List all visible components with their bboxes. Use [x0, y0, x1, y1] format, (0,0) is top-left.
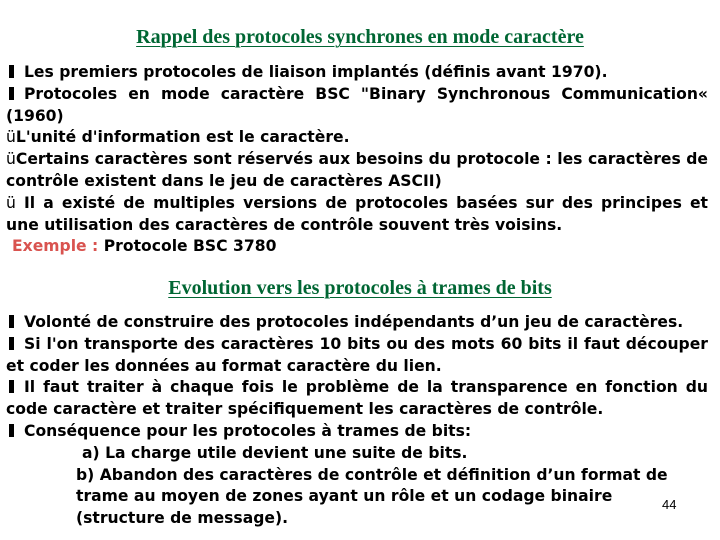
checkmark-icon: ü — [6, 193, 16, 212]
square-bullet-icon — [9, 424, 14, 437]
list-item: Volonté de construire des protocoles indépendants d’un jeu de caractères. — [6, 312, 708, 334]
section-title-synchronous: Rappel des protocoles synchrones en mode caractère — [136, 26, 584, 48]
sub-item-b-line2: trame au moyen de zones ayant un rôle et un codage binaire — [76, 487, 613, 506]
list-item: Protocoles en mode caractère BSC "Binary Synchronous Communication« (1960) — [6, 84, 708, 125]
list-item: Conséquence pour les protocoles à trames de bits: — [6, 421, 708, 443]
list-item: Il faut traiter à chaque fois le problème de la transparence en fonction du code caractère et traiter spécifiquement les caractères de contrôle. — [6, 378, 708, 419]
checkmark-icon: ü — [6, 128, 16, 147]
list-item: Si l'on transporte des caractères 10 bits ou des mots 60 bits il faut découper et coder les données au format caractère du lien. — [6, 334, 708, 375]
square-bullet-icon — [9, 315, 14, 328]
section-body-bit-frames — [6, 312, 708, 530]
list-item: Les premiers protocoles de liaison implantés (définis avant 1970). — [6, 62, 708, 84]
check-item: ü Il a existé de multiples versions de protocoles basées sur des principes et une utilisation des caractères de contrôle souvent très voisins. — [6, 193, 708, 234]
page-number: 44 — [662, 497, 677, 512]
check-item: üL'unité d'information est le caractère. — [6, 127, 708, 149]
square-bullet-icon — [9, 65, 14, 78]
check-item: üCertains caractères sont réservés aux besoins du protocole : les caractères de contrôle existent dans le jeu de caractères ASCII) — [6, 150, 708, 190]
example-label: Exemple : — [12, 237, 99, 256]
sub-item-b-line1: b) Abandon des caractères de contrôle et définition d’un format de — [76, 465, 668, 484]
square-bullet-icon — [9, 380, 14, 393]
example-line — [12, 236, 708, 258]
section-title-bit-frames: Evolution vers les protocoles à trames de bits — [168, 277, 552, 299]
square-bullet-icon — [9, 87, 14, 100]
checkmark-icon: ü — [6, 150, 16, 169]
example-text: Protocole BSC 3780 — [103, 237, 277, 256]
section-body-synchronous — [6, 62, 708, 258]
sub-item-b-line3: (structure de message). — [76, 509, 289, 528]
sub-item-a: a) La charge utile devient une suite de bits. — [82, 443, 468, 462]
square-bullet-icon — [9, 337, 14, 350]
